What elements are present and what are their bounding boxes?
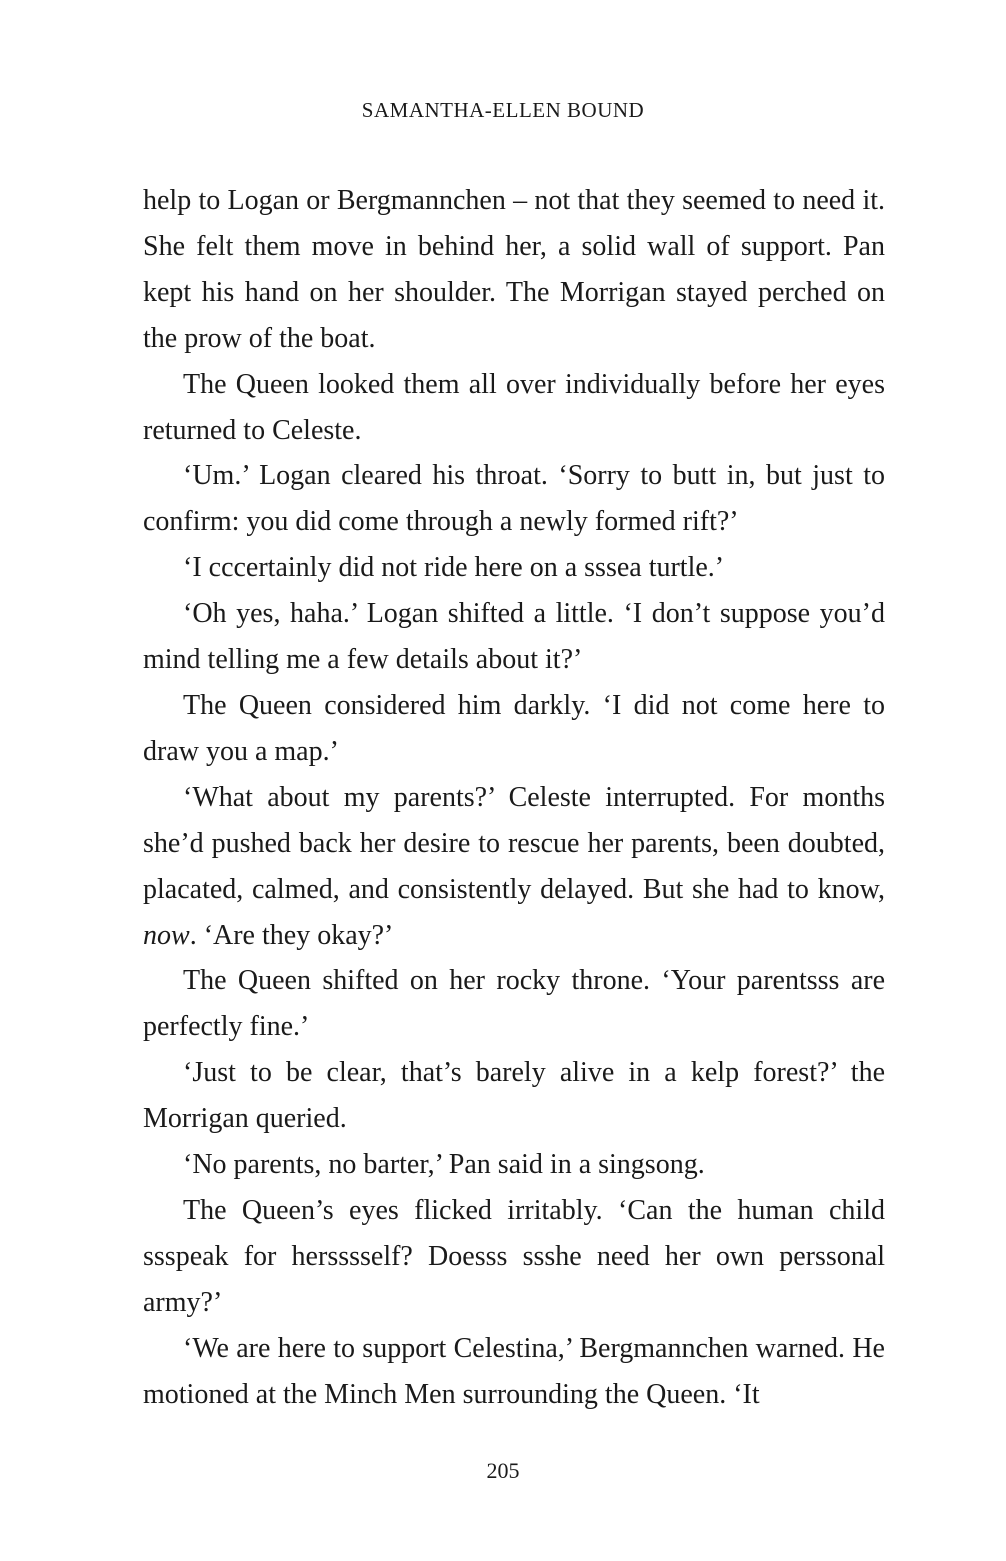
emphasis-text: now <box>143 919 190 951</box>
paragraph-text: ‘What about my parents?’ Celeste interrupted. For months she’d pushed back her desire to rescue her parents, been doubted, placated, calmed, and consistently delayed. But she had to know, <box>143 781 885 905</box>
paragraph <box>143 775 885 959</box>
paragraph: The Queen shifted on her rocky throne. ‘Your parentsss are perfectly fine.’ <box>143 965 885 1043</box>
paragraph: ‘I cccertainly did not ride here on a sssea turtle.’ <box>183 552 725 584</box>
paragraph: ‘Um.’ Logan cleared his throat. ‘Sorry to butt in, but just to confirm: you did come through a newly formed rift?’ <box>143 460 885 538</box>
paragraph: help to Logan or Bergmannchen – not that they seemed to need it. She felt them move in behind her, a solid wall of support. Pan kept his hand on her shoulder. The Morrigan stayed perched on the prow of the boat. <box>143 185 885 354</box>
paragraph: ‘No parents, no barter,’ Pan said in a singsong. <box>183 1149 705 1181</box>
paragraph: ‘Just to be clear, that’s barely alive in a kelp forest?’ the Morrigan queried. <box>143 1057 885 1135</box>
body-text <box>143 178 885 1417</box>
paragraph: The Queen considered him darkly. ‘I did not come here to draw you a map.’ <box>143 689 885 767</box>
paragraph: ‘Oh yes, haha.’ Logan shifted a little. ‘I don’t suppose you’d mind telling me a few details about it?’ <box>143 598 885 676</box>
page-number: 205 <box>486 1458 520 1483</box>
paragraph: ‘We are here to support Celestina,’ Bergmannchen warned. He motioned at the Minch Men surrounding the Queen. ‘It <box>143 1332 885 1410</box>
running-head: SAMANTHA-ELLEN BOUND <box>361 98 645 122</box>
paragraph: The Queen looked them all over individually before her eyes returned to Celeste. <box>143 368 885 446</box>
paragraph-text: . ‘Are they okay?’ <box>189 919 394 951</box>
paragraph: The Queen’s eyes flicked irritably. ‘Can the human child ssspeak for hersssself? Doesss ssshe need her own perssonal army?’ <box>143 1194 885 1318</box>
